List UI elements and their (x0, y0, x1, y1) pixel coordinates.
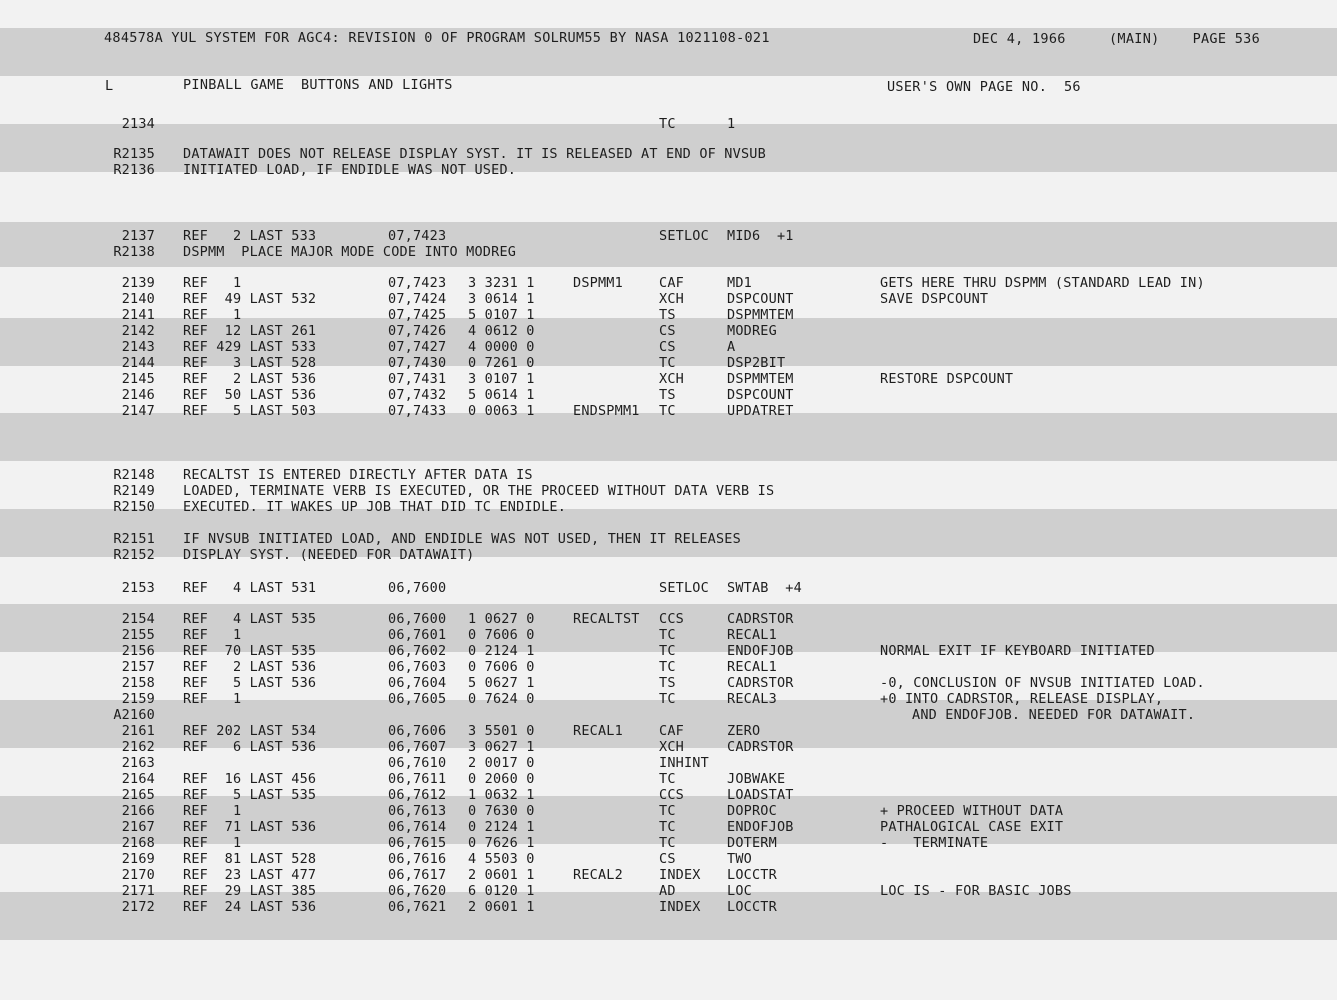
listing-line (0, 659, 1337, 675)
address: 06,7601 (388, 627, 447, 643)
address: 06,7621 (388, 899, 447, 915)
octal-word: 3 5501 0 (468, 723, 535, 739)
operand: DSPCOUNT (727, 291, 794, 307)
listing-line (0, 771, 1337, 787)
listing-line (0, 883, 1337, 899)
address: 07,7432 (388, 387, 447, 403)
address: 06,7602 (388, 643, 447, 659)
address: 06,7607 (388, 739, 447, 755)
line-number: 2144 (121, 355, 155, 371)
operand: ENDOFJOB (727, 643, 794, 659)
page-number: PAGE 536 (1192, 31, 1260, 47)
comment-text: LOC IS - FOR BASIC JOBS (880, 883, 1072, 899)
listing-line (0, 146, 1337, 162)
listing-line (0, 691, 1337, 707)
listing-line (0, 580, 1337, 596)
listing-line (0, 851, 1337, 867)
opcode: TC (659, 403, 676, 419)
listing-line (0, 819, 1337, 835)
listing-line (0, 162, 1337, 178)
listing-section: (MAIN) (1109, 31, 1160, 47)
ref-count: REF 50 LAST 536 (183, 387, 317, 403)
comment-text: + PROCEED WITHOUT DATA (880, 803, 1064, 819)
octal-word: 5 0107 1 (468, 307, 535, 323)
operand: 1 (727, 116, 736, 132)
listing-line (0, 547, 1337, 563)
ref-count: REF 2 LAST 533 (183, 228, 317, 244)
ref-count: REF 16 LAST 456 (183, 771, 317, 787)
operand: UPDATRET (727, 403, 794, 419)
line-number: R2151 (113, 531, 155, 547)
listing-line (0, 611, 1337, 627)
line-number: 2166 (121, 803, 155, 819)
address: 07,7425 (388, 307, 447, 323)
ref-count: REF 5 LAST 536 (183, 675, 317, 691)
opcode: XCH (659, 291, 684, 307)
address: 06,7613 (388, 803, 447, 819)
operand: RECAL1 (727, 627, 777, 643)
line-number: 2142 (121, 323, 155, 339)
operand: ENDOFJOB (727, 819, 794, 835)
ref-count: REF 49 LAST 532 (183, 291, 317, 307)
listing-title: 484578A YUL SYSTEM FOR AGC4: REVISION 0 OF PROGRAM SOLRUM55 BY NASA 1021108-021 (104, 30, 770, 46)
line-number: 2163 (121, 755, 155, 771)
remark-text: DSPMM PLACE MAJOR MODE CODE INTO MODREG (183, 244, 517, 260)
listing-line (0, 787, 1337, 803)
ref-count: REF 5 LAST 503 (183, 403, 317, 419)
comment-text: SAVE DSPCOUNT (880, 291, 989, 307)
section-marker: L (105, 78, 114, 94)
line-number: R2136 (113, 162, 155, 178)
line-number: 2145 (121, 371, 155, 387)
listing-line (0, 835, 1337, 851)
listing-line (0, 707, 1337, 723)
ref-count: REF 6 LAST 536 (183, 739, 317, 755)
ref-count: REF 429 LAST 533 (183, 339, 317, 355)
octal-word: 2 0601 1 (468, 867, 535, 883)
operand: CADRSTOR (727, 739, 794, 755)
listing-line (0, 531, 1337, 547)
remark-text: IF NVSUB INITIATED LOAD, AND ENDIDLE WAS NOT USED, THEN IT RELEASES (183, 531, 741, 547)
octal-word: 4 0000 0 (468, 339, 535, 355)
opcode: SETLOC (659, 580, 709, 596)
octal-word: 0 7261 0 (468, 355, 535, 371)
octal-word: 1 0627 0 (468, 611, 535, 627)
ref-count: REF 1 (183, 627, 242, 643)
line-number: 2153 (121, 580, 155, 596)
octal-word: 3 0614 1 (468, 291, 535, 307)
address: 07,7431 (388, 371, 447, 387)
address: 06,7606 (388, 723, 447, 739)
ref-count: REF 12 LAST 261 (183, 323, 317, 339)
listing-line (0, 339, 1337, 355)
operand: CADRSTOR (727, 611, 794, 627)
listing-line (0, 803, 1337, 819)
listing-line (0, 307, 1337, 323)
line-number: A2160 (113, 707, 155, 723)
line-number: 2167 (121, 819, 155, 835)
operand: LOCCTR (727, 867, 777, 883)
address: 06,7611 (388, 771, 447, 787)
octal-word: 3 0627 1 (468, 739, 535, 755)
ref-count: REF 4 LAST 531 (183, 580, 317, 596)
listing-line (0, 387, 1337, 403)
opcode: INDEX (659, 867, 701, 883)
operand: LOC (727, 883, 752, 899)
opcode: CCS (659, 787, 684, 803)
line-number: 2164 (121, 771, 155, 787)
comment-text: AND ENDOFJOB. NEEDED FOR DATAWAIT. (912, 707, 1196, 723)
octal-word: 0 2060 0 (468, 771, 535, 787)
line-number: 2170 (121, 867, 155, 883)
line-number: 2159 (121, 691, 155, 707)
address: 06,7600 (388, 580, 447, 596)
listing-line (0, 355, 1337, 371)
opcode: INHINT (659, 755, 709, 771)
listing-line (0, 627, 1337, 643)
line-number: 2155 (121, 627, 155, 643)
line-number: 2137 (121, 228, 155, 244)
symbol-label: ENDSPMM1 (573, 403, 640, 419)
octal-word: 1 0632 1 (468, 787, 535, 803)
line-number: 2140 (121, 291, 155, 307)
address: 06,7610 (388, 755, 447, 771)
opcode: TC (659, 659, 676, 675)
address: 07,7427 (388, 339, 447, 355)
line-number: 2154 (121, 611, 155, 627)
opcode: TC (659, 116, 676, 132)
ref-count: REF 70 LAST 535 (183, 643, 317, 659)
line-number: R2150 (113, 499, 155, 515)
line-number: 2146 (121, 387, 155, 403)
operand: LOCCTR (727, 899, 777, 915)
line-number: R2138 (113, 244, 155, 260)
octal-word: 0 2124 1 (468, 819, 535, 835)
address: 06,7612 (388, 787, 447, 803)
listing-line (0, 867, 1337, 883)
opcode: CAF (659, 723, 684, 739)
ref-count: REF 24 LAST 536 (183, 899, 317, 915)
opcode: TC (659, 691, 676, 707)
octal-word: 0 7606 0 (468, 627, 535, 643)
listing-line (0, 291, 1337, 307)
line-number: 2139 (121, 275, 155, 291)
ref-count: REF 81 LAST 528 (183, 851, 317, 867)
ref-count: REF 4 LAST 535 (183, 611, 317, 627)
listing-line (0, 739, 1337, 755)
line-number: 2169 (121, 851, 155, 867)
listing-line (0, 755, 1337, 771)
address: 07,7426 (388, 323, 447, 339)
octal-word: 0 0063 1 (468, 403, 535, 419)
paper-stripe (0, 413, 1337, 461)
operand: MD1 (727, 275, 752, 291)
line-number: 2168 (121, 835, 155, 851)
opcode: TC (659, 819, 676, 835)
address: 06,7603 (388, 659, 447, 675)
listing-line (0, 483, 1337, 499)
ref-count: REF 5 LAST 535 (183, 787, 317, 803)
octal-word: 3 3231 1 (468, 275, 535, 291)
symbol-label: DSPMM1 (573, 275, 623, 291)
opcode: TS (659, 387, 676, 403)
operand: DSPMMTEM (727, 307, 794, 323)
remark-text: INITIATED LOAD, IF ENDIDLE WAS NOT USED. (183, 162, 517, 178)
listing-line (0, 643, 1337, 659)
line-number: R2135 (113, 146, 155, 162)
comment-text: NORMAL EXIT IF KEYBOARD INITIATED (880, 643, 1155, 659)
line-number: 2134 (121, 116, 155, 132)
opcode: INDEX (659, 899, 701, 915)
operand: A (727, 339, 736, 355)
address: 07,7430 (388, 355, 447, 371)
octal-word: 2 0601 1 (468, 899, 535, 915)
listing-line (0, 323, 1337, 339)
address: 06,7605 (388, 691, 447, 707)
ref-count: REF 2 LAST 536 (183, 371, 317, 387)
comment-text: -0, CONCLUSION OF NVSUB INITIATED LOAD. (880, 675, 1205, 691)
line-number: 2172 (121, 899, 155, 915)
ref-count: REF 29 LAST 385 (183, 883, 317, 899)
opcode: CCS (659, 611, 684, 627)
opcode: TC (659, 803, 676, 819)
ref-count: REF 1 (183, 307, 242, 323)
listing-line (0, 116, 1337, 132)
opcode: TC (659, 835, 676, 851)
address: 07,7433 (388, 403, 447, 419)
ref-count: REF 2 LAST 536 (183, 659, 317, 675)
line-number: 2141 (121, 307, 155, 323)
octal-word: 0 2124 1 (468, 643, 535, 659)
comment-text: PATHALOGICAL CASE EXIT (880, 819, 1064, 835)
opcode: TC (659, 627, 676, 643)
line-number: 2162 (121, 739, 155, 755)
operand: LOADSTAT (727, 787, 794, 803)
opcode: TC (659, 771, 676, 787)
opcode: XCH (659, 739, 684, 755)
opcode: CS (659, 339, 676, 355)
ref-count: REF 202 LAST 534 (183, 723, 317, 739)
operand: DOTERM (727, 835, 777, 851)
operand: DSPMMTEM (727, 371, 794, 387)
comment-text: +0 INTO CADRSTOR, RELEASE DISPLAY, (880, 691, 1164, 707)
ref-count: REF 23 LAST 477 (183, 867, 317, 883)
remark-text: DATAWAIT DOES NOT RELEASE DISPLAY SYST. IT IS RELEASED AT END OF NVSUB (183, 146, 766, 162)
octal-word: 3 0107 1 (468, 371, 535, 387)
octal-word: 0 7624 0 (468, 691, 535, 707)
opcode: TS (659, 675, 676, 691)
opcode: CS (659, 323, 676, 339)
listing-line (0, 899, 1337, 915)
line-number: R2148 (113, 467, 155, 483)
address: 06,7616 (388, 851, 447, 867)
ref-count: REF 1 (183, 803, 242, 819)
address: 06,7615 (388, 835, 447, 851)
line-number: 2158 (121, 675, 155, 691)
operand: DSP2BIT (727, 355, 786, 371)
address: 06,7604 (388, 675, 447, 691)
line-number: R2149 (113, 483, 155, 499)
octal-word: 2 0017 0 (468, 755, 535, 771)
remark-text: DISPLAY SYST. (NEEDED FOR DATAWAIT) (183, 547, 475, 563)
listing-line (0, 244, 1337, 260)
remark-text: LOADED, TERMINATE VERB IS EXECUTED, OR THE PROCEED WITHOUT DATA VERB IS (183, 483, 775, 499)
operand: DOPROC (727, 803, 777, 819)
operand: MODREG (727, 323, 777, 339)
line-number: 2157 (121, 659, 155, 675)
opcode: SETLOC (659, 228, 709, 244)
symbol-label: RECAL1 (573, 723, 623, 739)
opcode: TS (659, 307, 676, 323)
remark-text: RECALTST IS ENTERED DIRECTLY AFTER DATA IS (183, 467, 533, 483)
octal-word: 5 0614 1 (468, 387, 535, 403)
symbol-label: RECAL2 (573, 867, 623, 883)
operand: TWO (727, 851, 752, 867)
address: 06,7614 (388, 819, 447, 835)
line-number: 2143 (121, 339, 155, 355)
line-number: R2152 (113, 547, 155, 563)
line-number: 2156 (121, 643, 155, 659)
address: 06,7620 (388, 883, 447, 899)
octal-word: 4 5503 0 (468, 851, 535, 867)
opcode: TC (659, 355, 676, 371)
listing-line (0, 467, 1337, 483)
operand: CADRSTOR (727, 675, 794, 691)
address: 06,7600 (388, 611, 447, 627)
operand: MID6 +1 (727, 228, 794, 244)
listing-line (0, 228, 1337, 244)
opcode: CS (659, 851, 676, 867)
section-heading: PINBALL GAME BUTTONS AND LIGHTS (183, 77, 453, 93)
line-number: 2161 (121, 723, 155, 739)
operand: DSPCOUNT (727, 387, 794, 403)
opcode: CAF (659, 275, 684, 291)
ref-count: REF 1 (183, 835, 242, 851)
line-number: 2147 (121, 403, 155, 419)
octal-word: 5 0627 1 (468, 675, 535, 691)
opcode: TC (659, 643, 676, 659)
operand: JOBWAKE (727, 771, 786, 787)
comment-text: - TERMINATE (880, 835, 989, 851)
line-number: 2171 (121, 883, 155, 899)
user-page-number: USER'S OWN PAGE NO. 56 (887, 79, 1081, 95)
ref-count: REF 1 (183, 691, 242, 707)
symbol-label: RECALTST (573, 611, 640, 627)
operand: RECAL3 (727, 691, 777, 707)
octal-word: 0 7630 0 (468, 803, 535, 819)
listing-line (0, 499, 1337, 515)
listing-line (0, 723, 1337, 739)
ref-count: REF 3 LAST 528 (183, 355, 317, 371)
ref-count: REF 1 (183, 275, 242, 291)
address: 07,7424 (388, 291, 447, 307)
comment-text: GETS HERE THRU DSPMM (STANDARD LEAD IN) (880, 275, 1205, 291)
address: 07,7423 (388, 228, 447, 244)
octal-word: 6 0120 1 (468, 883, 535, 899)
octal-word: 0 7606 0 (468, 659, 535, 675)
listing-date: DEC 4, 1966 (973, 31, 1066, 47)
address: 06,7617 (388, 867, 447, 883)
line-number: 2165 (121, 787, 155, 803)
listing-line (0, 275, 1337, 291)
operand: ZERO (727, 723, 761, 739)
octal-word: 0 7626 1 (468, 835, 535, 851)
listing-line (0, 675, 1337, 691)
opcode: AD (659, 883, 676, 899)
operand: RECAL1 (727, 659, 777, 675)
comment-text: RESTORE DSPCOUNT (880, 371, 1014, 387)
ref-count: REF 71 LAST 536 (183, 819, 317, 835)
address: 07,7423 (388, 275, 447, 291)
opcode: XCH (659, 371, 684, 387)
octal-word: 4 0612 0 (468, 323, 535, 339)
remark-text: EXECUTED. IT WAKES UP JOB THAT DID TC ENDIDLE. (183, 499, 567, 515)
listing-line (0, 403, 1337, 419)
listing-line (0, 371, 1337, 387)
operand: SWTAB +4 (727, 580, 802, 596)
